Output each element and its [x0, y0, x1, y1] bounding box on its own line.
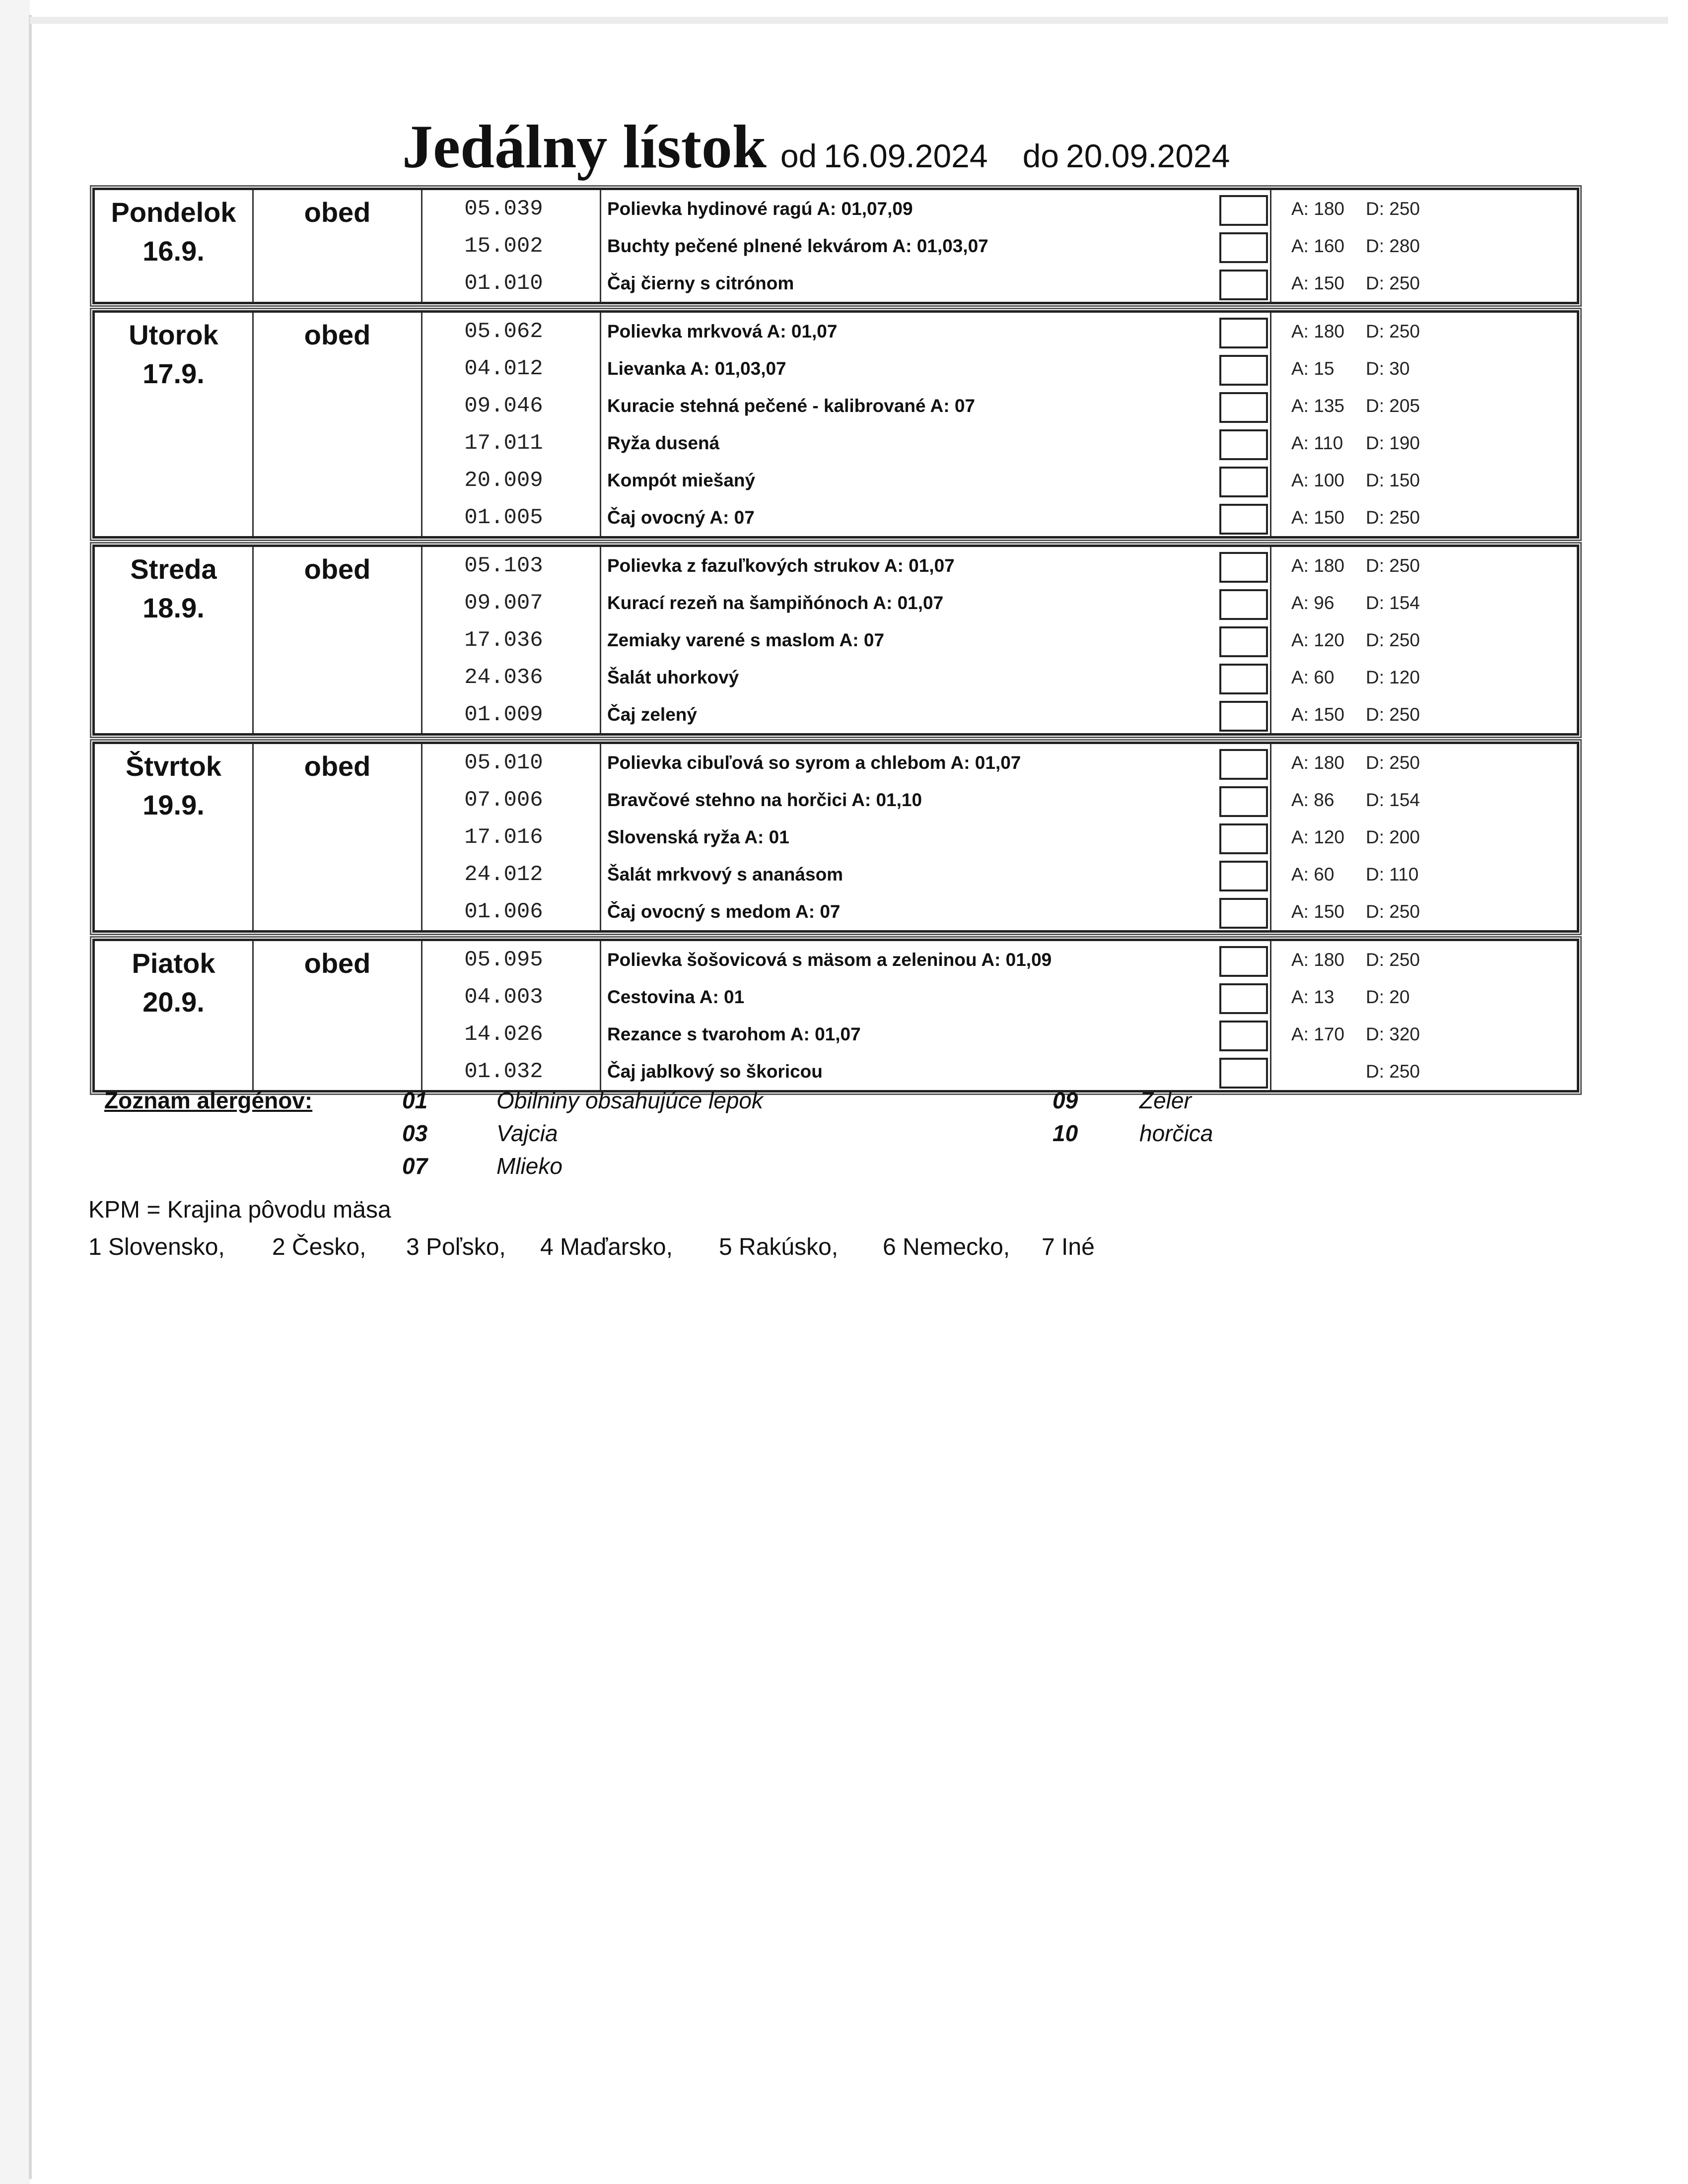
day-cell	[95, 941, 254, 1090]
portion-cell	[1271, 387, 1569, 424]
portion-cell	[1271, 819, 1569, 856]
allergen-item: 07	[402, 1153, 428, 1179]
to-date: 20.09.2024	[1066, 137, 1230, 174]
order-column	[1217, 547, 1271, 733]
allergen-item: 09	[1053, 1088, 1078, 1113]
dish-code: 20.009	[464, 468, 543, 493]
to-label: do	[1022, 137, 1059, 174]
portion-cell	[1271, 227, 1569, 265]
allergen-legend-title: Zoznam alergénov:	[104, 1088, 313, 1113]
meal-type: obed	[254, 313, 422, 536]
page-title: Jedálny lístok	[402, 113, 767, 181]
meal-type: obed	[254, 941, 422, 1090]
allergen-name: Mlieko	[496, 1153, 563, 1179]
day-date: 18.9.	[142, 592, 205, 623]
order-cell	[1217, 387, 1270, 424]
portion-cell	[1271, 893, 1569, 930]
order-cell	[1217, 227, 1270, 265]
dish-name: Kuracie stehná pečené - kalibrované A: 07	[607, 395, 975, 416]
order-cell	[1217, 744, 1270, 781]
day-name: Piatok	[132, 948, 215, 979]
portion-cell	[1271, 1053, 1569, 1090]
portion-adult: A: 180	[1291, 198, 1344, 219]
dish-column	[601, 190, 1217, 302]
portion-adult: A: 150	[1291, 507, 1344, 528]
order-checkbox[interactable]	[1219, 504, 1268, 535]
code-column	[422, 547, 601, 733]
portion-adult: A: 120	[1291, 629, 1344, 650]
order-cell	[1217, 696, 1270, 733]
order-checkbox[interactable]	[1219, 270, 1268, 300]
dish-code: 05.062	[464, 319, 543, 344]
dish-name: Čaj čierny s citrónom	[607, 273, 794, 293]
portion-cell	[1271, 621, 1569, 659]
portion-child: D: 20	[1366, 986, 1410, 1007]
dish-name: Čaj ovocný A: 07	[607, 507, 755, 528]
portion-child: D: 250	[1366, 1061, 1420, 1082]
portion-cell	[1271, 659, 1569, 696]
order-cell	[1217, 462, 1270, 499]
portion-cell	[1271, 856, 1569, 893]
dish-code: 01.010	[464, 271, 543, 296]
portion-child: D: 205	[1366, 395, 1420, 416]
portion-child: D: 120	[1366, 667, 1420, 687]
order-checkbox[interactable]	[1219, 1021, 1268, 1051]
portion-adult: A: 150	[1291, 273, 1344, 293]
code-column	[422, 744, 601, 930]
country-item: 3 Poľsko,	[406, 1234, 506, 1260]
portion-child: D: 190	[1366, 432, 1420, 453]
order-checkbox[interactable]	[1219, 195, 1268, 226]
portion-child: D: 250	[1366, 752, 1420, 773]
order-cell	[1217, 941, 1270, 978]
day-name: Pondelok	[111, 197, 236, 228]
order-checkbox[interactable]	[1219, 429, 1268, 460]
order-checkbox[interactable]	[1219, 749, 1268, 780]
order-checkbox[interactable]	[1219, 1058, 1268, 1089]
dish-name: Šalát uhorkový	[607, 667, 739, 687]
order-cell	[1217, 265, 1270, 302]
portion-child: D: 250	[1366, 629, 1420, 650]
order-cell	[1217, 547, 1270, 584]
day-date: 16.9.	[142, 235, 205, 267]
dish-name: Polievka šošovicová s mäsom a zeleninou A: 01,09	[607, 949, 1052, 970]
day-name: Štvrtok	[126, 751, 221, 782]
dish-code: 04.012	[464, 356, 543, 381]
order-cell	[1217, 819, 1270, 856]
dish-name: Buchty pečené plnené lekvárom A: 01,03,07	[607, 235, 988, 256]
portion-adult: A: 180	[1291, 555, 1344, 576]
order-checkbox[interactable]	[1219, 861, 1268, 891]
dish-code: 17.036	[464, 627, 543, 653]
portion-cell	[1271, 584, 1569, 621]
portion-adult: A: 180	[1291, 949, 1344, 970]
code-column	[422, 941, 601, 1090]
order-checkbox[interactable]	[1219, 664, 1268, 694]
dish-code: 04.003	[464, 984, 543, 1010]
order-cell	[1217, 584, 1270, 621]
portion-child: D: 250	[1366, 198, 1420, 219]
portion-adult: A: 180	[1291, 321, 1344, 341]
order-cell	[1217, 1053, 1270, 1090]
dish-code: 01.009	[464, 702, 543, 727]
kpm-definition: KPM = Krajina pôvodu mäsa	[88, 1197, 391, 1223]
meal-type: obed	[254, 744, 422, 930]
day-cell	[95, 190, 254, 302]
dish-column	[601, 313, 1217, 536]
order-cell	[1217, 499, 1270, 536]
portion-child: D: 150	[1366, 470, 1420, 490]
allergen-name: Vajcia	[496, 1120, 558, 1146]
from-label: od	[780, 137, 817, 174]
portion-cell	[1271, 547, 1569, 584]
portion-adult: A: 100	[1291, 470, 1344, 490]
dish-name: Slovenská ryža A: 01	[607, 826, 789, 847]
dish-name: Ryža dusená	[607, 432, 720, 453]
allergen-item: 01	[402, 1088, 428, 1113]
portion-cell	[1271, 190, 1569, 227]
dish-code: 14.026	[464, 1022, 543, 1047]
code-column	[422, 313, 601, 536]
dish-code: 17.016	[464, 824, 543, 850]
dish-code: 05.103	[464, 553, 543, 578]
order-cell	[1217, 350, 1270, 387]
order-column	[1217, 941, 1271, 1090]
order-cell	[1217, 856, 1270, 893]
menu-table	[92, 188, 1579, 1098]
portion-child: D: 250	[1366, 901, 1420, 922]
order-checkbox[interactable]	[1219, 786, 1268, 817]
day-cell	[95, 313, 254, 536]
portion-child: D: 250	[1366, 949, 1420, 970]
dish-name: Čaj ovocný s medom A: 07	[607, 901, 841, 922]
order-cell	[1217, 424, 1270, 462]
portion-adult: A: 15	[1291, 358, 1335, 379]
portion-child: D: 250	[1366, 507, 1420, 528]
country-item: 2 Česko,	[272, 1234, 366, 1260]
day-date: 17.9.	[142, 358, 205, 389]
portion-cell	[1271, 978, 1569, 1016]
allergen-item: 03	[402, 1120, 428, 1146]
portion-adult: A: 110	[1291, 432, 1343, 453]
portion-cell	[1271, 941, 1569, 978]
dish-name: Cestovina A: 01	[607, 986, 745, 1007]
portion-cell	[1271, 696, 1569, 733]
country-item: 6 Nemecko,	[883, 1234, 1010, 1260]
order-checkbox[interactable]	[1219, 898, 1268, 929]
portion-adult: A: 150	[1291, 704, 1344, 725]
dish-code: 07.006	[464, 787, 543, 813]
dish-column	[601, 744, 1217, 930]
portion-cell	[1271, 313, 1569, 350]
portion-child: D: 30	[1366, 358, 1410, 379]
dish-name: Kompót miešaný	[607, 470, 756, 490]
portion-child: D: 200	[1366, 826, 1420, 847]
day-block	[92, 939, 1579, 1092]
code-column	[422, 190, 601, 302]
order-cell	[1217, 190, 1270, 227]
dish-name: Bravčové stehno na horčici A: 01,10	[607, 789, 922, 810]
dish-name: Šalát mrkvový s ananásom	[607, 864, 844, 885]
dish-code: 05.039	[464, 196, 543, 221]
dish-code: 05.095	[464, 947, 543, 972]
dish-name: Zemiaky varené s maslom A: 07	[607, 629, 885, 650]
day-date: 19.9.	[142, 789, 205, 820]
portion-adult: A: 160	[1291, 235, 1344, 256]
portion-cell	[1271, 424, 1569, 462]
dish-column	[601, 941, 1217, 1090]
dish-code: 24.012	[464, 862, 543, 887]
order-checkbox[interactable]	[1219, 392, 1268, 423]
meal-type: obed	[254, 190, 422, 302]
portion-child: D: 280	[1366, 235, 1420, 256]
dish-code: 01.032	[464, 1059, 543, 1084]
day-block	[92, 188, 1579, 304]
allergen-name: Zeler	[1139, 1088, 1192, 1113]
menu-header	[402, 112, 1230, 186]
day-block	[92, 545, 1579, 736]
order-column	[1217, 190, 1271, 302]
portion-column	[1271, 190, 1569, 302]
dish-name: Čaj zelený	[607, 704, 697, 725]
dish-code: 09.046	[464, 393, 543, 418]
order-cell	[1217, 313, 1270, 350]
portion-child: D: 320	[1366, 1024, 1420, 1044]
portion-cell	[1271, 1016, 1569, 1053]
dish-name: Rezance s tvarohom A: 01,07	[607, 1024, 861, 1044]
allergen-name: horčica	[1139, 1120, 1213, 1146]
day-block	[92, 310, 1579, 539]
portion-cell	[1271, 781, 1569, 819]
scan-edge-line	[29, 15, 32, 2179]
portion-cell	[1271, 462, 1569, 499]
portion-adult: A: 96	[1291, 592, 1335, 613]
order-checkbox[interactable]	[1219, 589, 1268, 620]
allergen-name: Obilniny obsahujúce lepok	[496, 1088, 764, 1113]
country-item: 1 Slovensko,	[88, 1234, 225, 1260]
order-cell	[1217, 1016, 1270, 1053]
dish-code: 01.006	[464, 899, 543, 924]
portion-column	[1271, 313, 1569, 536]
portion-column	[1271, 744, 1569, 930]
dish-code: 24.036	[464, 665, 543, 690]
portion-child: D: 154	[1366, 592, 1420, 613]
order-checkbox[interactable]	[1219, 552, 1268, 583]
portion-child: D: 250	[1366, 704, 1420, 725]
dish-code: 09.007	[464, 590, 543, 615]
meal-type: obed	[254, 547, 422, 733]
order-checkbox[interactable]	[1219, 626, 1268, 657]
order-checkbox[interactable]	[1219, 946, 1268, 977]
portion-adult: A: 150	[1291, 901, 1344, 922]
day-cell	[95, 547, 254, 733]
country-item: 5 Rakúsko,	[719, 1234, 839, 1260]
dish-code: 01.005	[464, 505, 543, 530]
portion-child: D: 250	[1366, 273, 1420, 293]
portion-cell	[1271, 265, 1569, 302]
portion-column	[1271, 941, 1569, 1090]
portion-cell	[1271, 744, 1569, 781]
portion-adult: A: 135	[1291, 395, 1344, 416]
order-checkbox[interactable]	[1219, 232, 1268, 263]
dish-name: Polievka mrkvová A: 01,07	[607, 321, 838, 341]
day-cell	[95, 744, 254, 930]
portion-child: D: 250	[1366, 321, 1420, 341]
order-cell	[1217, 781, 1270, 819]
order-cell	[1217, 978, 1270, 1016]
dish-code: 15.002	[464, 233, 543, 259]
dish-code: 05.010	[464, 750, 543, 775]
order-column	[1217, 744, 1271, 930]
dish-column	[601, 547, 1217, 733]
dish-code: 17.011	[464, 430, 543, 456]
country-item: 7 Iné	[1042, 1234, 1095, 1260]
day-name: Streda	[130, 553, 217, 585]
scan-top-edge	[30, 17, 1668, 24]
portion-child: D: 154	[1366, 789, 1420, 810]
order-checkbox[interactable]	[1219, 318, 1268, 348]
dish-name: Kurací rezeň na šampiňónoch A: 01,07	[607, 592, 944, 613]
portion-child: D: 110	[1366, 864, 1419, 885]
dish-name: Lievanka A: 01,03,07	[607, 358, 786, 379]
portion-adult: A: 120	[1291, 826, 1344, 847]
order-checkbox[interactable]	[1219, 823, 1268, 854]
portion-adult: A: 60	[1291, 667, 1335, 687]
portion-child: D: 250	[1366, 555, 1420, 576]
scan-left-margin	[0, 0, 30, 2184]
order-cell	[1217, 893, 1270, 930]
day-date: 20.9.	[142, 986, 205, 1018]
from-date: 16.09.2024	[824, 137, 988, 174]
order-checkbox[interactable]	[1219, 355, 1268, 386]
dish-name: Polievka cibuľová so syrom a chlebom A: 01,07	[607, 752, 1021, 773]
portion-cell	[1271, 499, 1569, 536]
dish-name: Čaj jablkový so škoricou	[607, 1061, 823, 1082]
dish-name: Polievka hydinové ragú A: 01,07,09	[607, 198, 913, 219]
portion-adult: A: 60	[1291, 864, 1335, 885]
portion-adult: A: 180	[1291, 752, 1344, 773]
country-item: 4 Maďarsko,	[540, 1234, 673, 1260]
portion-adult: A: 170	[1291, 1024, 1344, 1044]
order-cell	[1217, 659, 1270, 696]
order-checkbox[interactable]	[1219, 701, 1268, 732]
day-block	[92, 742, 1579, 933]
order-checkbox[interactable]	[1219, 983, 1268, 1014]
order-column	[1217, 313, 1271, 536]
order-cell	[1217, 621, 1270, 659]
order-checkbox[interactable]	[1219, 467, 1268, 497]
dish-name: Polievka z fazuľkových strukov A: 01,07	[607, 555, 955, 576]
portion-column	[1271, 547, 1569, 733]
portion-adult: A: 13	[1291, 986, 1335, 1007]
portion-adult: A: 86	[1291, 789, 1335, 810]
portion-cell	[1271, 350, 1569, 387]
day-name: Utorok	[129, 319, 218, 350]
allergen-item: 10	[1053, 1120, 1078, 1146]
